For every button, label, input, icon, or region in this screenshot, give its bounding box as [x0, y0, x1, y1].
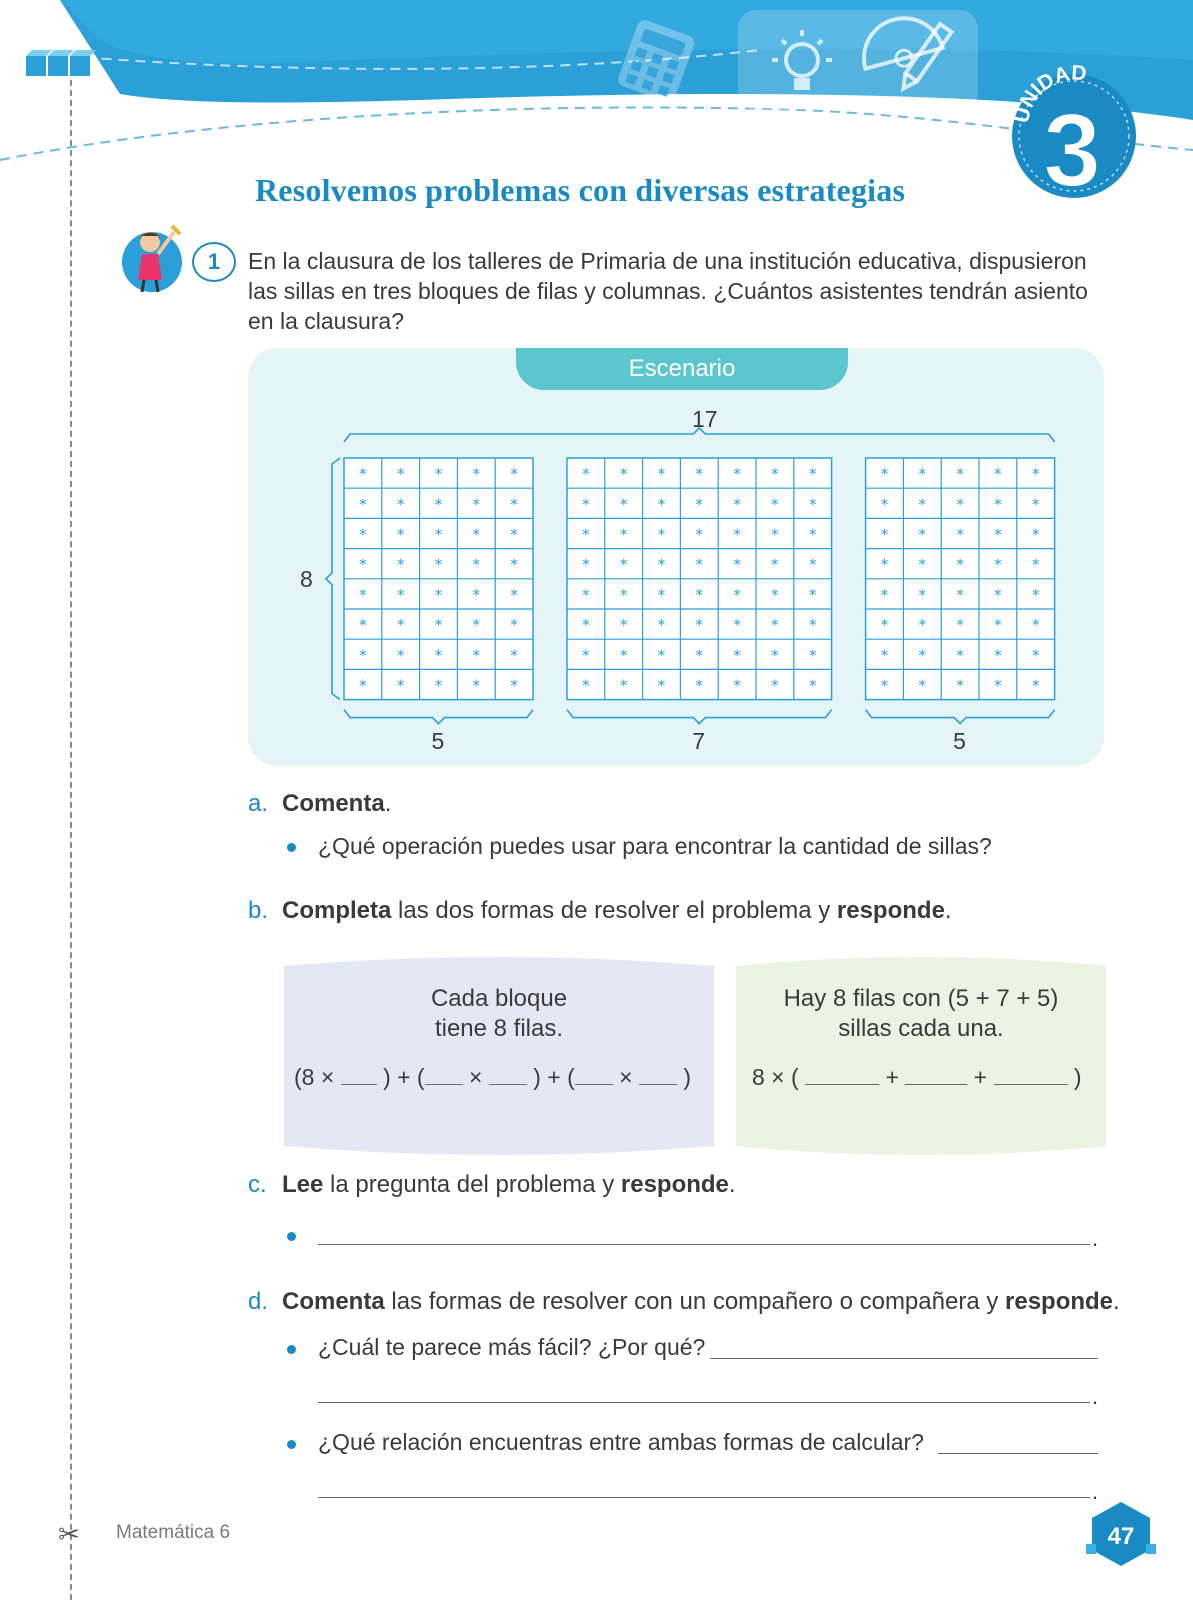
seat: *: [657, 555, 666, 574]
seat: *: [359, 585, 367, 604]
answer-blank[interactable]: [639, 1065, 677, 1085]
seat-block-2: [567, 458, 832, 700]
card-right-line-2: sillas cada una.: [838, 1015, 1004, 1042]
seat: *: [510, 646, 518, 665]
seat: *: [880, 465, 889, 484]
strategy-card-rows: [736, 956, 1106, 1156]
seat: *: [657, 465, 666, 484]
seat: *: [657, 616, 666, 635]
seat: *: [510, 525, 518, 544]
question-c-letter: c.: [248, 1171, 267, 1198]
seat: *: [582, 495, 590, 514]
seat: *: [733, 465, 741, 484]
columns-brace: [866, 710, 1055, 724]
seat: *: [808, 465, 817, 484]
seat: *: [918, 465, 927, 484]
bullet: [287, 1345, 296, 1354]
seat: *: [695, 555, 704, 574]
seat: *: [1031, 555, 1040, 574]
seat: *: [880, 585, 889, 604]
seat: *: [880, 495, 889, 514]
seat: *: [359, 616, 367, 635]
seat: *: [771, 676, 779, 695]
seat: *: [510, 465, 518, 484]
cut-line: [70, 80, 72, 1600]
seating-blocks: [248, 390, 1104, 760]
answer-line-c[interactable]: [318, 1244, 1090, 1245]
seat: *: [434, 616, 443, 635]
seat: *: [695, 495, 704, 514]
strategy-card-blocks: [284, 956, 714, 1156]
seat: *: [510, 495, 518, 514]
seat: *: [582, 555, 590, 574]
seat: *: [434, 585, 443, 604]
seat: *: [510, 616, 518, 635]
seat: *: [1031, 676, 1040, 695]
seat: *: [434, 555, 443, 574]
unit-number: 3: [1043, 93, 1101, 200]
seat: *: [918, 616, 927, 635]
seat: *: [1031, 495, 1040, 514]
question-a-letter: a.: [248, 790, 269, 817]
seat-block-3: [866, 458, 1055, 700]
seat: *: [695, 465, 704, 484]
answer-period: .: [1092, 1226, 1099, 1251]
seat: *: [359, 646, 367, 665]
seat: *: [994, 676, 1002, 695]
seat: *: [1031, 585, 1040, 604]
seat: *: [510, 555, 518, 574]
unit-label: UNIDAD: [1010, 61, 1088, 126]
rows-label: 8: [300, 566, 313, 592]
question-a-text: Comenta.: [282, 790, 392, 817]
seat: *: [880, 555, 889, 574]
block-2-columns-label: 7: [692, 727, 706, 754]
stage-label: Escenario: [516, 348, 848, 390]
seat: *: [994, 646, 1002, 665]
seat: *: [880, 616, 889, 635]
question-d-letter: d.: [248, 1288, 269, 1315]
seat: *: [1031, 616, 1040, 635]
seat: *: [434, 676, 443, 695]
question-b-text: Completa las dos formas de resolver el problema y responde.: [282, 897, 952, 924]
seat: *: [619, 525, 628, 544]
total-columns-brace: [344, 428, 1055, 442]
seat: *: [396, 585, 405, 604]
seat: *: [994, 525, 1002, 544]
seat: *: [956, 616, 964, 635]
seat: *: [619, 555, 628, 574]
seat: *: [880, 525, 889, 544]
seat: *: [918, 676, 927, 695]
seat: *: [396, 676, 405, 695]
seat: *: [695, 616, 704, 635]
answer-line-d2-cont[interactable]: [318, 1497, 1090, 1498]
seat: *: [918, 585, 927, 604]
card-left-line-1: Cada bloque: [430, 985, 568, 1012]
total-columns-label: 17: [692, 406, 718, 432]
book-title: Matemática 6: [116, 1522, 231, 1543]
seat: *: [918, 555, 927, 574]
seat: *: [396, 555, 405, 574]
seat: *: [994, 555, 1002, 574]
seat: *: [808, 646, 817, 665]
seat: *: [994, 616, 1002, 635]
seat: *: [582, 465, 590, 484]
seat: *: [771, 616, 779, 635]
seat: *: [510, 676, 518, 695]
seat: *: [434, 495, 443, 514]
bullet: [287, 1232, 296, 1241]
unit-badge: [1010, 40, 1138, 200]
seat: *: [472, 646, 481, 665]
seat: *: [582, 646, 590, 665]
card-right-expression: 8 × ( + + ): [752, 1064, 1082, 1090]
seat: *: [657, 585, 666, 604]
seat: *: [771, 646, 779, 665]
seat: *: [994, 465, 1002, 484]
columns-brace: [567, 710, 832, 724]
seat: *: [733, 676, 741, 695]
answer-blank[interactable]: [805, 1065, 879, 1085]
page-title: Resolvemos problemas con diversas estrategias: [255, 172, 906, 208]
seat: *: [808, 555, 817, 574]
seat: *: [956, 495, 964, 514]
seat: *: [434, 465, 443, 484]
seat: *: [695, 646, 704, 665]
answer-period: .: [1092, 1479, 1099, 1504]
seat: *: [771, 585, 779, 604]
seat: *: [472, 676, 481, 695]
seat: *: [1031, 465, 1040, 484]
seat: *: [396, 646, 405, 665]
seat: *: [808, 525, 817, 544]
seat: *: [956, 676, 964, 695]
seat: *: [619, 646, 628, 665]
seat: *: [582, 525, 590, 544]
seat: *: [771, 525, 779, 544]
answer-blank[interactable]: [489, 1065, 527, 1085]
answer-line-d2[interactable]: [938, 1453, 1098, 1454]
seat: *: [359, 555, 367, 574]
seat: *: [771, 495, 779, 514]
seat: *: [808, 495, 817, 514]
problem-text: En la clausura de los talleres de Primaria de una institución educativa, dispusieron las sillas en tres bloques de filas y columnas. ¿Cuántos asistentes tendrán asiento en la clausura?: [248, 248, 1088, 334]
seat: *: [472, 616, 481, 635]
seat: *: [657, 676, 666, 695]
seat: *: [434, 525, 443, 544]
seat: *: [733, 555, 741, 574]
seat: *: [733, 616, 741, 635]
seat: *: [994, 585, 1002, 604]
seat: *: [472, 465, 481, 484]
seat: *: [582, 616, 590, 635]
seat: *: [510, 585, 518, 604]
seat: *: [359, 676, 367, 695]
seat: *: [695, 525, 704, 544]
bullet: [287, 1440, 296, 1449]
seat: *: [657, 495, 666, 514]
seat: *: [956, 525, 964, 544]
seat: *: [472, 555, 481, 574]
answer-blank[interactable]: [994, 1065, 1068, 1085]
seat: *: [918, 495, 927, 514]
seat: *: [619, 585, 628, 604]
seat: *: [695, 676, 704, 695]
seat: *: [472, 585, 481, 604]
seat: *: [695, 585, 704, 604]
answer-blank[interactable]: [575, 1065, 613, 1085]
seat: *: [956, 646, 964, 665]
seat: *: [808, 585, 817, 604]
seat: *: [396, 465, 405, 484]
seat: *: [808, 616, 817, 635]
card-right-line-1: Hay 8 filas con (5 + 7 + 5): [783, 985, 1059, 1012]
seat: *: [771, 555, 779, 574]
student-avatar: [118, 222, 188, 296]
answer-blank[interactable]: [425, 1065, 463, 1085]
question-a-bullet: ¿Qué operación puedes usar para encontrar la cantidad de sillas?: [318, 833, 992, 859]
seat: *: [619, 495, 628, 514]
seat: *: [956, 555, 964, 574]
seat: *: [434, 646, 443, 665]
question-d-bullet-2: ¿Qué relación encuentras entre ambas formas de calcular?: [318, 1429, 924, 1455]
card-left-line-2: tiene 8 filas.: [434, 1015, 564, 1042]
seat: *: [359, 465, 367, 484]
question-c-text: Lee la pregunta del problema y responde.: [282, 1171, 736, 1198]
seat: *: [733, 585, 741, 604]
seat: *: [396, 495, 405, 514]
card-left-expression: (8 × ) + ( × ) + ( × ): [294, 1064, 692, 1090]
seat: *: [619, 676, 628, 695]
seat: *: [657, 646, 666, 665]
page-number: 47: [1107, 1523, 1135, 1550]
columns-brace: [344, 710, 533, 724]
seat: *: [582, 585, 590, 604]
question-b-letter: b.: [248, 897, 269, 924]
seat: *: [771, 465, 779, 484]
seat: *: [733, 495, 741, 514]
rows-brace: [326, 458, 340, 700]
seat: *: [396, 525, 405, 544]
answer-blank[interactable]: [905, 1065, 967, 1085]
answer-blank[interactable]: [341, 1065, 377, 1085]
question-d-bullet-1: ¿Cuál te parece más fácil? ¿Por qué?: [318, 1334, 706, 1360]
question-d-text: Comenta las formas de resolver con un compañero o compañera y responde.: [282, 1288, 1120, 1315]
seat: *: [733, 646, 741, 665]
seat: *: [956, 465, 964, 484]
seat: *: [1031, 646, 1040, 665]
bullet: [287, 843, 296, 852]
seat: *: [657, 525, 666, 544]
scissors-icon: ✂: [58, 1520, 80, 1550]
block-3-columns-label: 5: [953, 727, 966, 754]
answer-line-d1[interactable]: [710, 1358, 1098, 1359]
page-number-badge: [1086, 1500, 1156, 1570]
answer-period: .: [1092, 1384, 1099, 1409]
seat: *: [396, 616, 405, 635]
seat: *: [994, 495, 1002, 514]
seat-block-1: [344, 458, 533, 700]
seat: *: [472, 495, 481, 514]
seat: *: [733, 525, 741, 544]
seat: *: [472, 525, 481, 544]
problem-number: 1: [192, 242, 236, 282]
seat: *: [918, 646, 927, 665]
seat: *: [619, 465, 628, 484]
seat: *: [582, 676, 590, 695]
seat: *: [619, 616, 628, 635]
block-1-columns-label: 5: [431, 727, 445, 754]
seat: *: [359, 525, 367, 544]
seat: *: [956, 585, 964, 604]
seat: *: [880, 676, 889, 695]
seat: *: [808, 676, 817, 695]
cubes-icon: [26, 50, 96, 76]
seat: *: [1031, 525, 1040, 544]
seat: *: [359, 495, 367, 514]
answer-line-d1-cont[interactable]: [318, 1402, 1090, 1403]
seat: *: [918, 525, 927, 544]
seat: *: [880, 646, 889, 665]
